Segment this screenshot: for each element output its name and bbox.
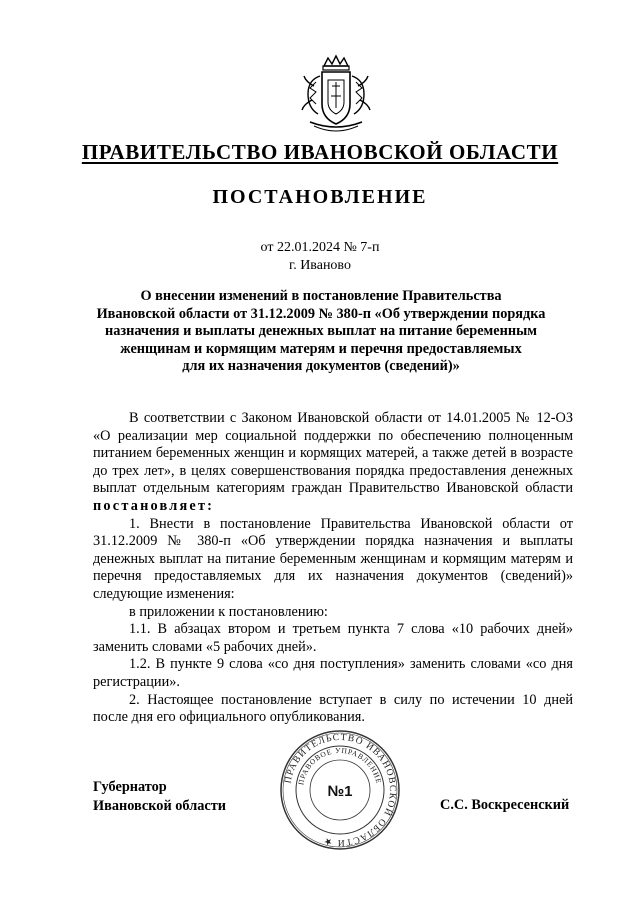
clause-1: 1. Внести в постановление Правительства Ивановской области от 31.12.2009 № 380-п «Об утверждении порядка назначения и выплаты денежных выплат на питание беременным женщинам и кормящим матерям и перечня предоставляемых для их назначения документов (сведений)» следующие изменения: [93,515,573,602]
subject-line: женщинам и кормящим матерям и перечня предоставляемых [120,340,522,357]
clause-1-1: 1.1. В абзацах втором и третьем пункта 7 слова «10 рабочих дней» заменить словами «5 рабочих дней». [93,621,573,655]
official-stamp-icon [278,728,402,852]
government-title: ПРАВИТЕЛЬСТВО ИВАНОВСКОЙ ОБЛАСТИ [81,140,559,164]
annex-clause: в приложении к постановлению: [129,603,328,620]
signer-position-line: Губернатор [93,779,167,795]
preamble-paragraph [93,410,573,516]
subject-line: Ивановской области от 31.12.2009 № 380-п «Об утверждении порядка [96,305,546,322]
signer-position [93,778,226,816]
subject-line: для их назначения документов (сведений)» [182,358,460,375]
decree-word: постановляет: [93,497,215,514]
document-city: г. Иваново [289,258,351,273]
preamble-text: В соответствии с Законом Ивановской области от 14.01.2005 № 12-ОЗ «О реализации мер социальной поддержки по обеспечению полноценным питанием беременных женщин и кормящих матерей, а также детей в возрасте до трех лет», в целях совершенствования порядка предоставления денежных выплат отдельным категориям граждан Правительство Ивановской области [93,410,573,497]
document-subject [90,288,552,376]
svg-text:№1: №1 [327,783,353,800]
clause-2: 2. Настоящее постановление вступает в силу по истечении 10 дней после дня его официального опубликования. [93,691,573,726]
document-body [93,410,573,727]
signer-name: С.С. Воскресенский [440,797,570,813]
document-date-number: от 22.01.2024 № 7-п [260,240,380,255]
document-type: ПОСТАНОВЛЕНИЕ [212,186,428,208]
clause-1-2: 1.2. В пункте 9 слова «со дня поступления» заменить словами «со дня регистрации». [93,656,573,690]
subject-line: назначения и выплаты денежных выплат на питание беременным [104,323,538,340]
subject-line: О внесении изменений в постановление Правительства [140,288,502,304]
signer-position-line: Ивановской области [93,798,226,814]
svg-text:ПРАВИТЕЛЬСТВО ИВАНОВСКОЙ ОБЛАС: ПРАВИТЕЛЬСТВО ИВАНОВСКОЙ ОБЛАСТИ ★ [283,732,398,848]
svg-text:ПРАВОВОЕ УПРАВЛЕНИЕ: ПРАВОВОЕ УПРАВЛЕНИЕ [296,745,384,786]
coat-of-arms-icon [294,52,378,136]
